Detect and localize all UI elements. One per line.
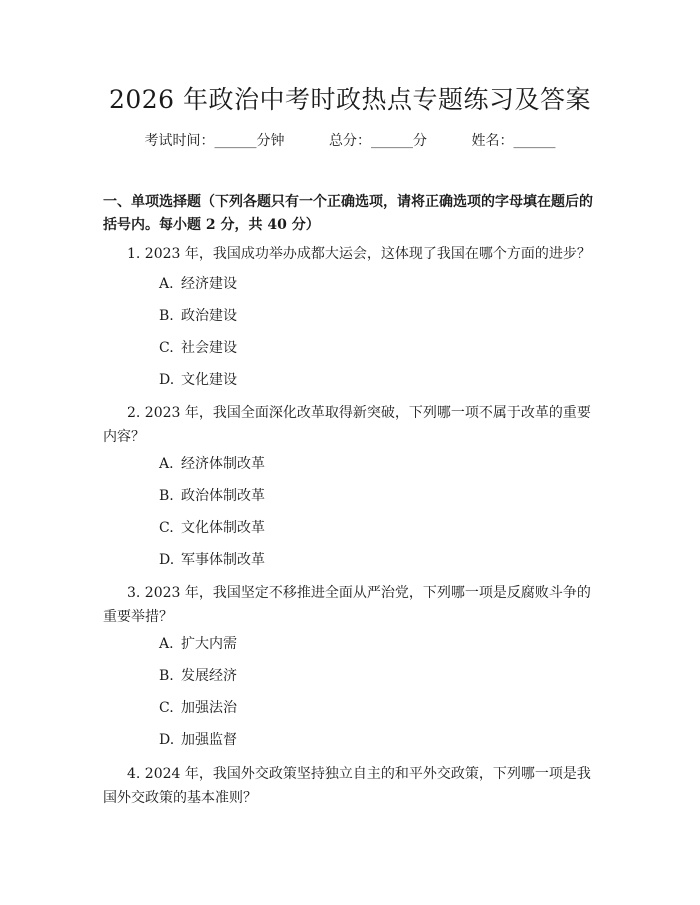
section-heading: 一、单项选择题（下列各题只有一个正确选项，请将正确选项的字母填在题后的括号内。每小题 2 分，共 40 分） <box>103 194 593 233</box>
question-2-option-a[interactable] <box>159 454 265 474</box>
exam-time-blank[interactable]: ______ <box>214 133 257 149</box>
question-3-option-c[interactable] <box>159 698 237 718</box>
option-letter: A. <box>159 456 174 472</box>
question-3-option-b[interactable] <box>159 666 237 686</box>
question-4: 4. 2024 年，我国外交政策坚持独立自主的和平外交政策，下列哪一项是我国外交政策的基本准则？ <box>103 766 591 806</box>
option-letter: D. <box>159 552 175 568</box>
question-1-option-b[interactable] <box>159 306 237 326</box>
question-2-option-c[interactable] <box>159 518 265 538</box>
option-letter: A. <box>159 636 174 652</box>
question-1-option-c[interactable] <box>159 338 237 358</box>
exam-info-line <box>0 131 700 151</box>
option-letter: C. <box>159 520 174 536</box>
question-2: 2. 2023 年，我国全面深化改革取得新突破，下列哪一项不属于改革的重要内容？ <box>103 405 591 445</box>
document-title: 2026 年政治中考时政热点专题练习及答案 <box>108 85 592 114</box>
option-letter: C. <box>159 340 174 356</box>
option-text: 政治体制改革 <box>181 488 265 504</box>
option-text: 政治建设 <box>181 308 237 324</box>
question-3: 3. 2023 年，我国坚定不移推进全面从严治党，下列哪一项是反腐败斗争的重要举措？ <box>103 585 591 625</box>
option-letter: A. <box>159 276 174 292</box>
question-2-option-b[interactable] <box>159 486 265 506</box>
question-1: 1. 2023 年，我国成功举办成都大运会，这体现了我国在哪个方面的进步？ <box>127 246 591 262</box>
option-text: 经济建设 <box>181 276 237 292</box>
option-text: 扩大内需 <box>181 636 237 652</box>
total-score-field <box>329 133 427 149</box>
option-letter: B. <box>159 668 174 684</box>
option-letter: B. <box>159 488 174 504</box>
question-3-option-d[interactable] <box>159 730 237 750</box>
student-name-field <box>471 133 555 149</box>
question-1-option-d[interactable] <box>159 370 237 390</box>
option-letter: B. <box>159 308 174 324</box>
question-1-option-a[interactable] <box>159 274 237 294</box>
total-score-label: 总分： <box>329 133 371 149</box>
total-score-unit: 分 <box>413 133 427 149</box>
student-name-blank[interactable]: ______ <box>513 133 556 149</box>
option-letter: C. <box>159 700 174 716</box>
option-text: 社会建设 <box>181 340 237 356</box>
option-text: 加强监督 <box>181 732 237 748</box>
exam-time-field <box>145 133 285 149</box>
option-letter: D. <box>159 372 175 388</box>
option-text: 经济体制改革 <box>181 456 265 472</box>
total-score-blank[interactable]: ______ <box>371 133 413 149</box>
option-text: 文化体制改革 <box>181 520 265 536</box>
question-3-option-a[interactable] <box>159 634 237 654</box>
question-2-option-d[interactable] <box>159 550 265 570</box>
option-text: 文化建设 <box>181 372 237 388</box>
option-letter: D. <box>159 732 175 748</box>
exam-time-unit: 分钟 <box>256 133 285 149</box>
option-text: 加强法治 <box>181 700 237 716</box>
option-text: 发展经济 <box>181 668 237 684</box>
exam-time-label: 考试时间： <box>144 133 215 149</box>
student-name-label: 姓名： <box>471 133 514 149</box>
option-text: 军事体制改革 <box>181 552 265 568</box>
